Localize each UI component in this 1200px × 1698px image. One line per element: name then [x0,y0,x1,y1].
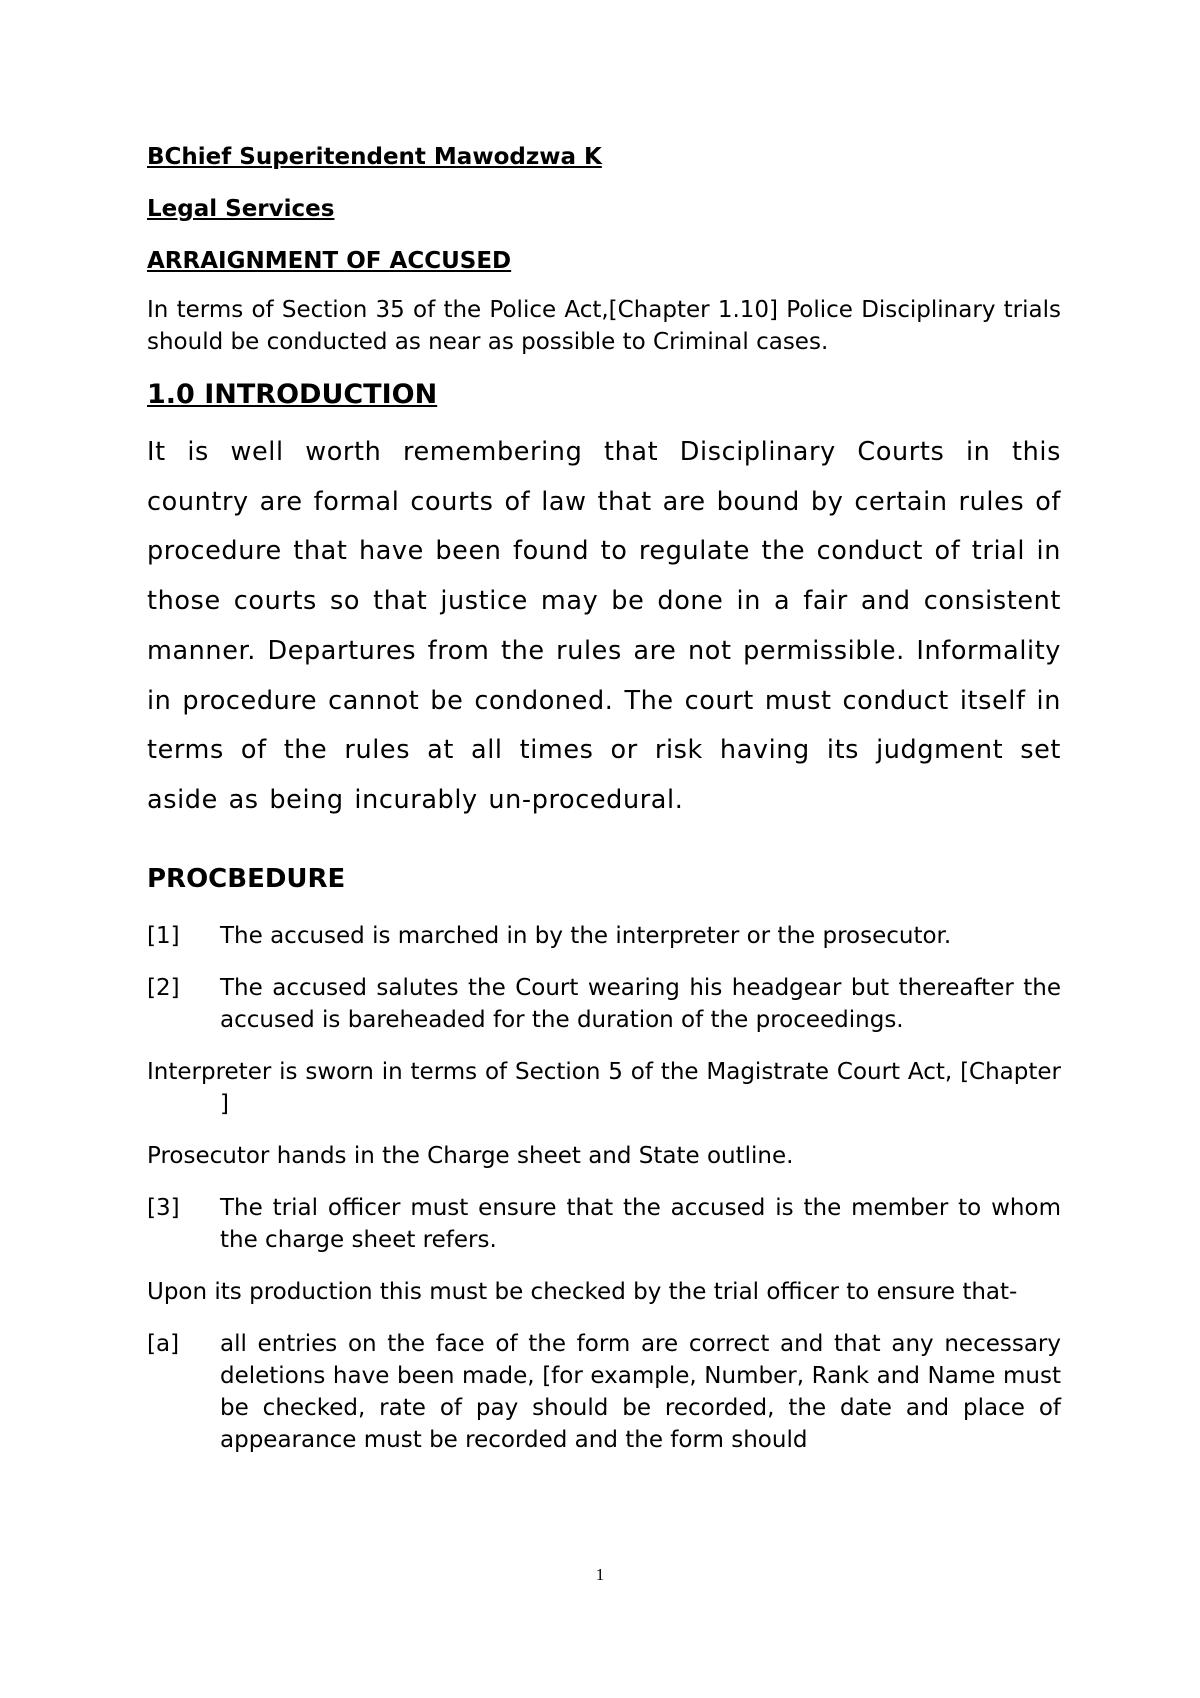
interpreter-note: Interpreter is sworn in terms of Section 5 of the Magistrate Court Act, [Chapter ] [147,1058,1061,1117]
item-text: The accused salutes the Court wearing his headgear but thereafter the accused is bareheaded for the duration of the proceedings. [220,974,1061,1033]
procedure-heading: PROCBEDURE [147,863,346,894]
department-heading: Legal Services [147,196,335,222]
introduction-heading: 1.0 INTRODUCTION [147,379,438,410]
author-line: BChief Superitendent Mawodzwa K [147,144,602,170]
introduction-paragraph: It is well worth remembering that Disciplinary Courts in this country are formal courts of law that are bound by certain rules of procedure that have been found to regulate the conduct of trial in those courts so that justice may be done in a fair and consistent manner. Departures from the rules are not permissible. Informality in procedure cannot be condoned. The court must conduct itself in terms of the rules at all times or risk having its judgment set aside as being incurably un-procedural. [147,437,1061,815]
item-number: [a] [147,1330,180,1357]
prosecutor-note: Prosecutor hands in the Charge sheet and State outline. [147,1142,794,1169]
procedure-item-a [147,1328,1061,1456]
document-title: ARRAIGNMENT OF ACCUSED [147,248,512,274]
procedure-item-2 [147,972,1061,1036]
preamble-paragraph: In terms of Section 35 of the Police Act,[Chapter 1.10] Police Disciplinary trials should be conducted as near as possible to Criminal cases. [147,297,1061,355]
procedure-item-3 [147,1192,1061,1256]
item-text: The accused is marched in by the interpreter or the prosecutor. [220,922,952,949]
item-text: all entries on the face of the form are correct and that any necessary deletions have been made, [for example, Number, Rank and Name must be checked, rate of pay should be recorded, the date and place of appearance must be recorded and the form should [220,1330,1061,1453]
document-body [147,142,1061,1476]
production-note: Upon its production this must be checked by the trial officer to ensure that- [147,1278,1018,1305]
item-number: [3] [147,1194,180,1221]
procedure-item-1 [147,920,1061,952]
item-number: [1] [147,922,180,949]
item-number: [2] [147,974,180,1001]
page-number: 1 [595,1565,605,1584]
item-text: The trial officer must ensure that the accused is the member to whom the charge sheet refers. [220,1194,1061,1253]
